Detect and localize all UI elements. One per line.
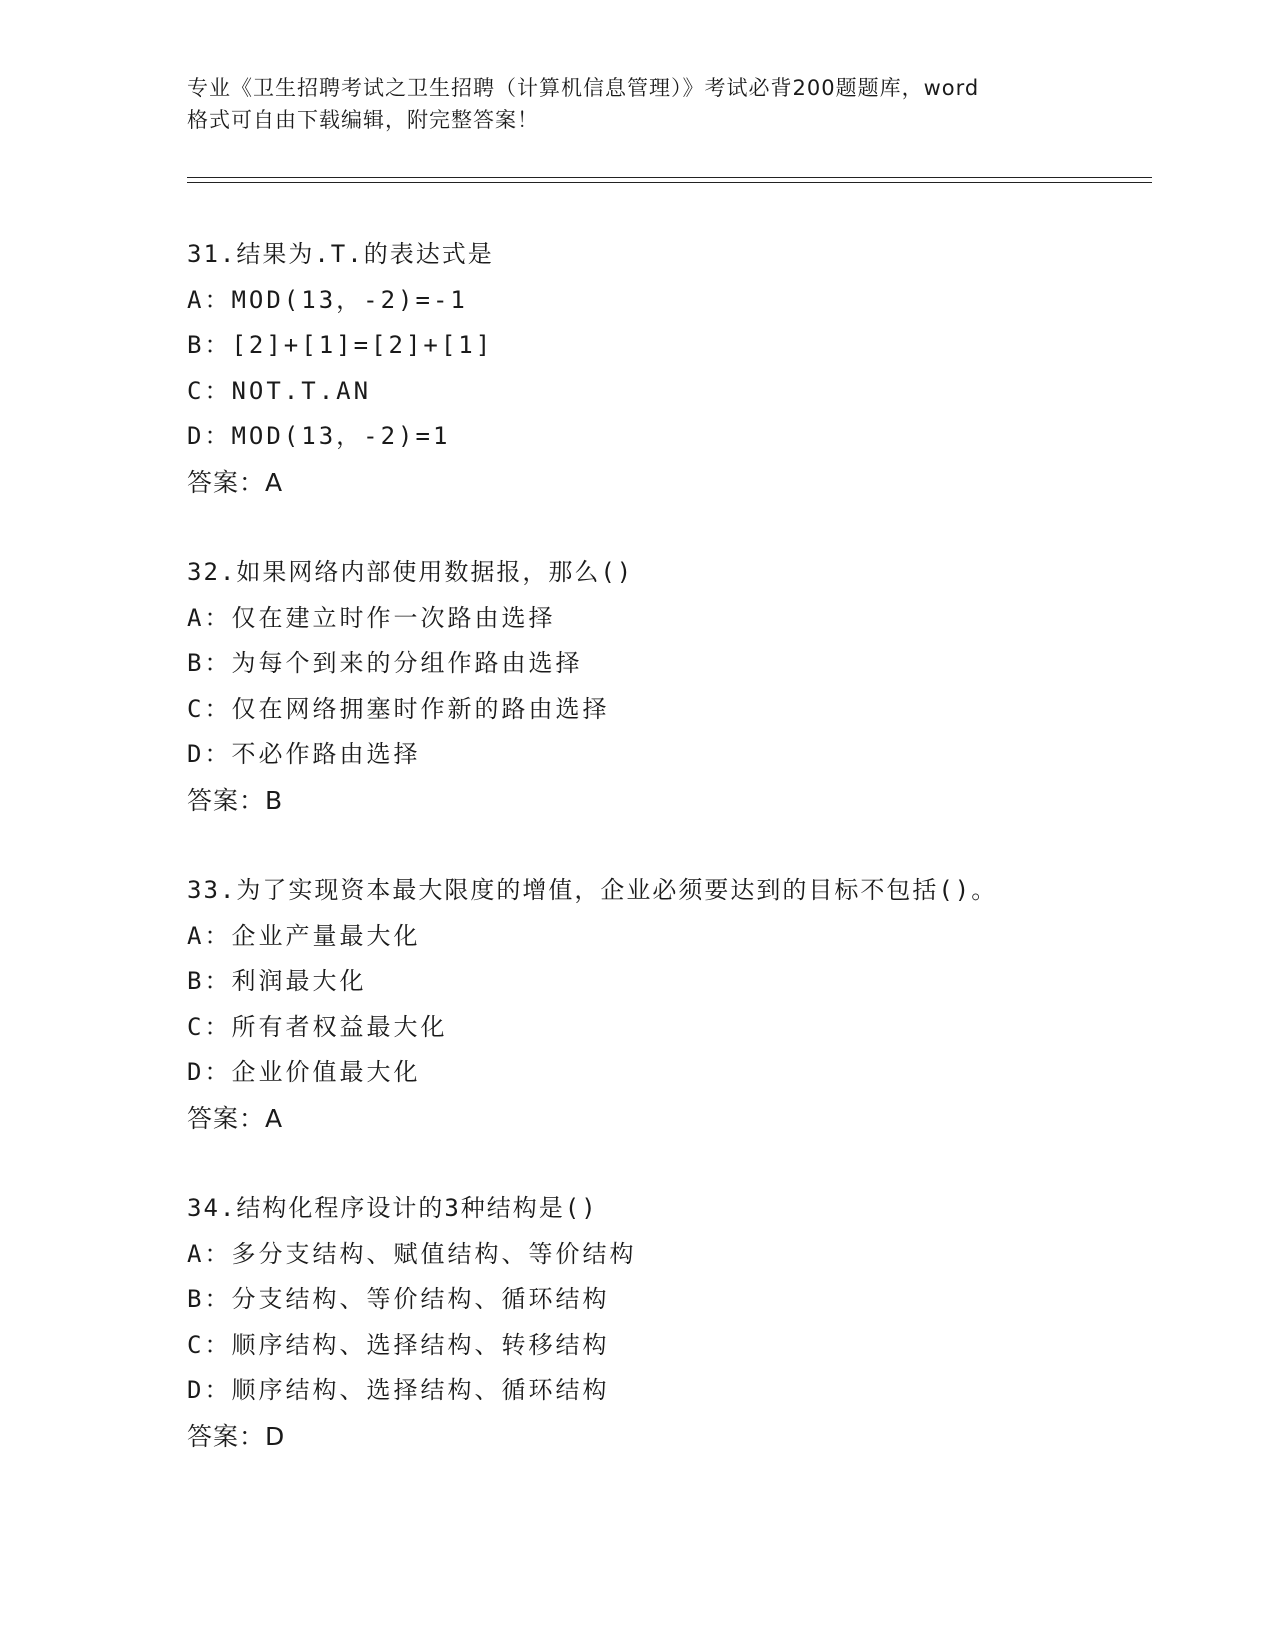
- option-a: A：企业产量最大化: [187, 921, 421, 950]
- option-d: D：顺序结构、选择结构、循环结构: [187, 1376, 610, 1404]
- question-34: [187, 1186, 1147, 1504]
- question-title: 32.如果网络内部使用数据报，那么(): [187, 558, 634, 586]
- option-c: C：仅在网络拥塞时作新的路由选择: [187, 694, 610, 723]
- option-d: D：不必作路由选择: [187, 740, 421, 768]
- option-d: D：企业价值最大化: [187, 1058, 421, 1086]
- header-divider-top: [187, 177, 1152, 178]
- header-line-2: 格式可自由下载编辑，附完整答案！: [187, 108, 539, 132]
- option-b: B：分支结构、等价结构、循环结构: [187, 1285, 610, 1313]
- question-title: 33.为了实现资本最大限度的增值，企业必须要达到的目标不包括()。: [187, 876, 998, 904]
- option-c: C：顺序结构、选择结构、转移结构: [187, 1330, 610, 1359]
- header-divider-bottom: [187, 182, 1152, 183]
- answer: 答案：A: [187, 1103, 284, 1133]
- option-b: B：[2]+[1]=[2]+[1]: [187, 331, 494, 359]
- answer: 答案：D: [187, 1421, 286, 1451]
- option-b: B：为每个到来的分组作路由选择: [187, 649, 583, 677]
- header-line-1: 专业《卫生招聘考试之卫生招聘（计算机信息管理）》考试必背200题题库，word: [187, 76, 980, 100]
- question-title: 34.结构化程序设计的3种结构是(): [187, 1194, 598, 1222]
- option-d: D：MOD(13，-2)=1: [187, 422, 451, 450]
- question-list: [187, 232, 1147, 1504]
- option-a: A：仅在建立时作一次路由选择: [187, 603, 556, 632]
- question-33: [187, 868, 1147, 1186]
- option-c: C：NOT.T.AN: [187, 376, 372, 405]
- option-b: B：利润最大化: [187, 967, 367, 995]
- option-a: A：多分支结构、赋值结构、等价结构: [187, 1239, 637, 1268]
- option-c: C：所有者权益最大化: [187, 1012, 448, 1041]
- option-a: A：MOD(13，-2)=-1: [187, 285, 468, 314]
- question-title: 31.结果为.T.的表达式是: [187, 240, 494, 268]
- document-header: [187, 72, 1087, 136]
- answer: 答案：B: [187, 785, 284, 815]
- answer: 答案：A: [187, 467, 284, 497]
- question-31: [187, 232, 1147, 550]
- question-32: [187, 550, 1147, 868]
